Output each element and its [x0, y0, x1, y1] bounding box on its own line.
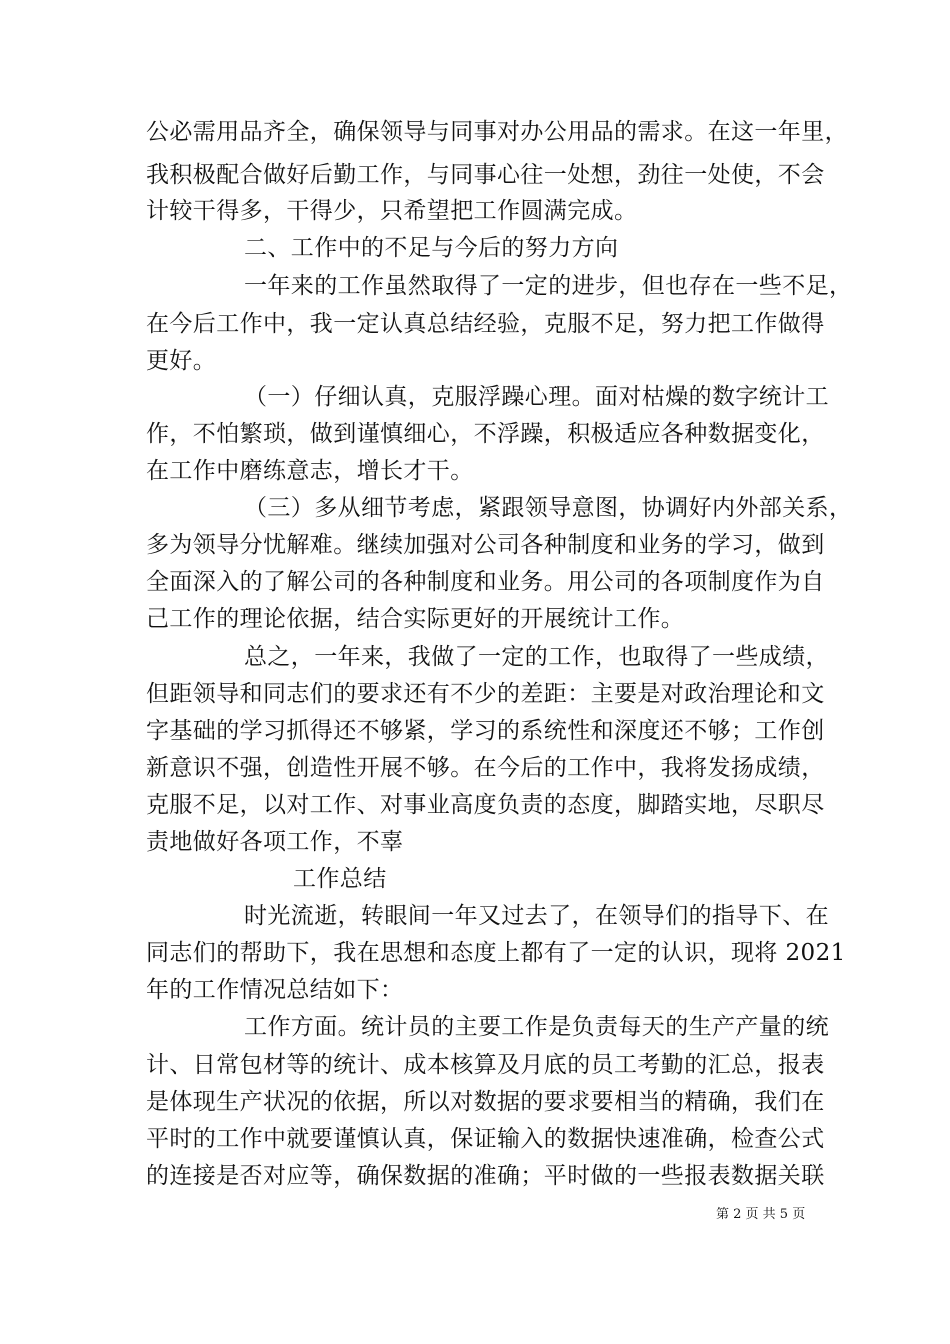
- text-line: 同志们的帮助下，我在思想和态度上都有了一定的认识，现将 2021: [146, 940, 846, 966]
- text-line: 一年来的工作虽然取得了一定的进步，但也存在一些不足，: [244, 273, 853, 299]
- text-line: 是体现生产状况的依据，所以对数据的要求要相当的精确，我们在: [146, 1089, 825, 1115]
- text-line: 更好。: [146, 348, 217, 374]
- text-line: 总之，一年来，我做了一定的工作，也取得了一些成绩，: [244, 644, 829, 670]
- text-line: 时光流逝，转眼间一年又过去了，在领导们的指导下、在: [244, 903, 829, 929]
- text-line: 平时的工作中就要谨慎认真，保证输入的数据快速准确，检查公式: [146, 1126, 825, 1152]
- text-line: 我积极配合做好后勤工作，与同事心往一处想，劲往一处使，不会: [146, 162, 825, 188]
- page-number-footer: 第 2 页 共 5 页: [716, 1207, 806, 1222]
- text-line: 的连接是否对应等，确保数据的准确；平时做的一些报表数据关联: [146, 1163, 825, 1189]
- text-line: 计较干得多，干得少，只希望把工作圆满完成。: [146, 198, 638, 224]
- text-line: 但距领导和同志们的要求还有不少的差距：主要是对政治理论和文: [146, 681, 825, 707]
- text-line: 新意识不强，创造性开展不够。在今后的工作中，我将发扬成绩，: [146, 755, 825, 781]
- text-line: 克服不足，以对工作、对事业高度负责的态度，脚踏实地，尽职尽: [146, 792, 825, 818]
- document-title: 工作总结: [293, 866, 387, 892]
- text-line: （三）多从细节考虑，紧跟领导意图，协调好内外部关系，: [244, 495, 853, 521]
- text-line: 公必需用品齐全，确保领导与同事对办公用品的需求。在这一年里，: [146, 119, 848, 145]
- text-line: 作，不怕繁琐，做到谨慎细心，不浮躁，积极适应各种数据变化，: [146, 421, 825, 447]
- section-heading: 二、工作中的不足与今后的努力方向: [244, 235, 619, 261]
- text-line: 责地做好各项工作，不辜: [146, 829, 404, 855]
- text-line: 在工作中磨练意志，增长才干。: [146, 458, 474, 484]
- text-line: 多为领导分忧解难。继续加强对公司各种制度和业务的学习，做到: [146, 532, 825, 558]
- text-line: （一）仔细认真，克服浮躁心理。面对枯燥的数字统计工: [244, 384, 829, 410]
- text-line: 计、日常包材等的统计、成本核算及月底的员工考勤的汇总，报表: [146, 1052, 825, 1078]
- text-line: 工作方面。统计员的主要工作是负责每天的生产产量的统: [244, 1014, 829, 1040]
- text-line: 年的工作情况总结如下：: [146, 977, 404, 1003]
- text-line: 在今后工作中，我一定认真总结经验，克服不足，努力把工作做得: [146, 311, 825, 337]
- text-line: 字基础的学习抓得还不够紧，学习的系统性和深度还不够；工作创: [146, 718, 825, 744]
- text-line: 己工作的理论依据，结合实际更好的开展统计工作。: [146, 606, 685, 632]
- text-line: 全面深入的了解公司的各种制度和业务。用公司的各项制度作为自: [146, 569, 825, 595]
